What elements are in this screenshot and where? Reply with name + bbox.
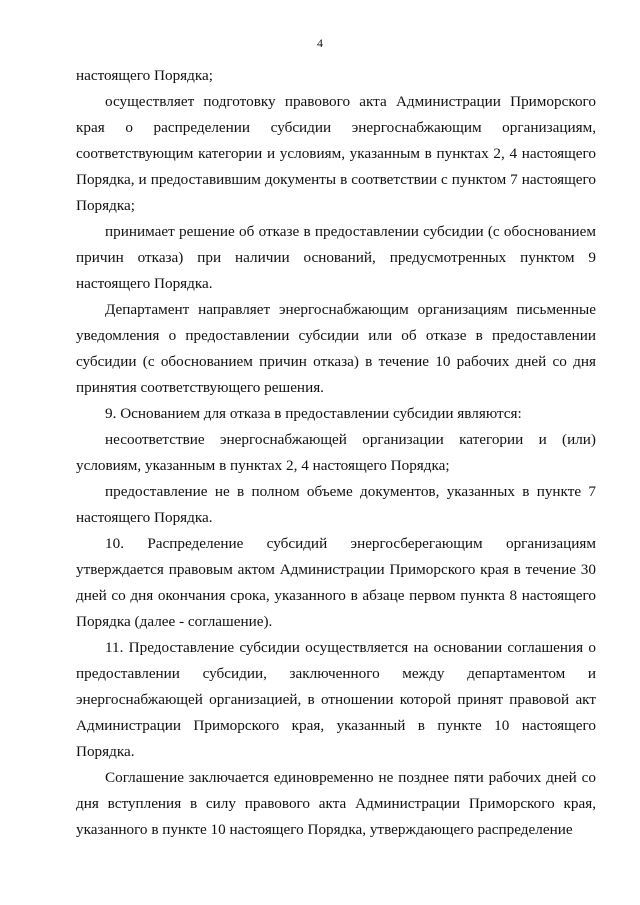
paragraph-prepare-act: осуществляет подготовку правового акта Администрации Приморского края о распределении субсидии энергоснабжающим организациям, соответствующим категории и условиям, указанным в пунктах 2, 4 настоящего Порядка, и предоставившим документы в соответствии с пунктом 7 настоящего Порядка; [76, 93, 596, 214]
paragraph-notifications: Департамент направляет энергоснабжающим организациям письменные уведомления о предоставлении субсидии или об отказе в предоставлении субсидии (с обоснованием причин отказа) в течение 10 рабочих дней со дня принятия соответствующего решения. [76, 301, 596, 396]
paragraph-continuation: настоящего Порядка; [76, 67, 213, 84]
page-number: 4 [317, 36, 323, 50]
paragraph-item-9-mismatch: несоответствие энергоснабжающей организации категории и (или) условиям, указанным в пунктах 2, 4 настоящего Порядка; [76, 431, 596, 474]
paragraph-item-11: 11. Предоставление субсидии осуществляется на основании соглашения о предоставлении субсидии, заключенного между департаментом и энергоснабжающей организацией, в отношении которой принят правовой акт Администрации Приморского края, указанный в пункте 10 настоящего Порядка. [76, 639, 596, 760]
paragraph-item-9-incomplete-docs: предоставление не в полном объеме документов, указанных в пункте 7 настоящего Порядка. [76, 483, 596, 526]
paragraph-item-9: 9. Основанием для отказа в предоставлении субсидии являются: [105, 405, 522, 422]
document-body [76, 63, 596, 843]
paragraph-item-10: 10. Распределение субсидий энергосберегающим организациям утверждается правовым актом Администрации Приморского края в течение 30 дней со дня окончания срока, указанного в абзаце первом пункта 8 настоящего Порядка (далее - соглашение). [76, 535, 596, 630]
paragraph-agreement: Соглашение заключается единовременно не позднее пяти рабочих дней со дня вступления в силу правового акта Администрации Приморского края, указанного в пункте 10 настоящего Порядка, утверждающего распределение [76, 769, 596, 838]
paragraph-refusal-decision: принимает решение об отказе в предоставлении субсидии (с обоснованием причин отказа) при наличии оснований, предусмотренных пунктом 9 настоящего Порядка. [76, 223, 596, 292]
